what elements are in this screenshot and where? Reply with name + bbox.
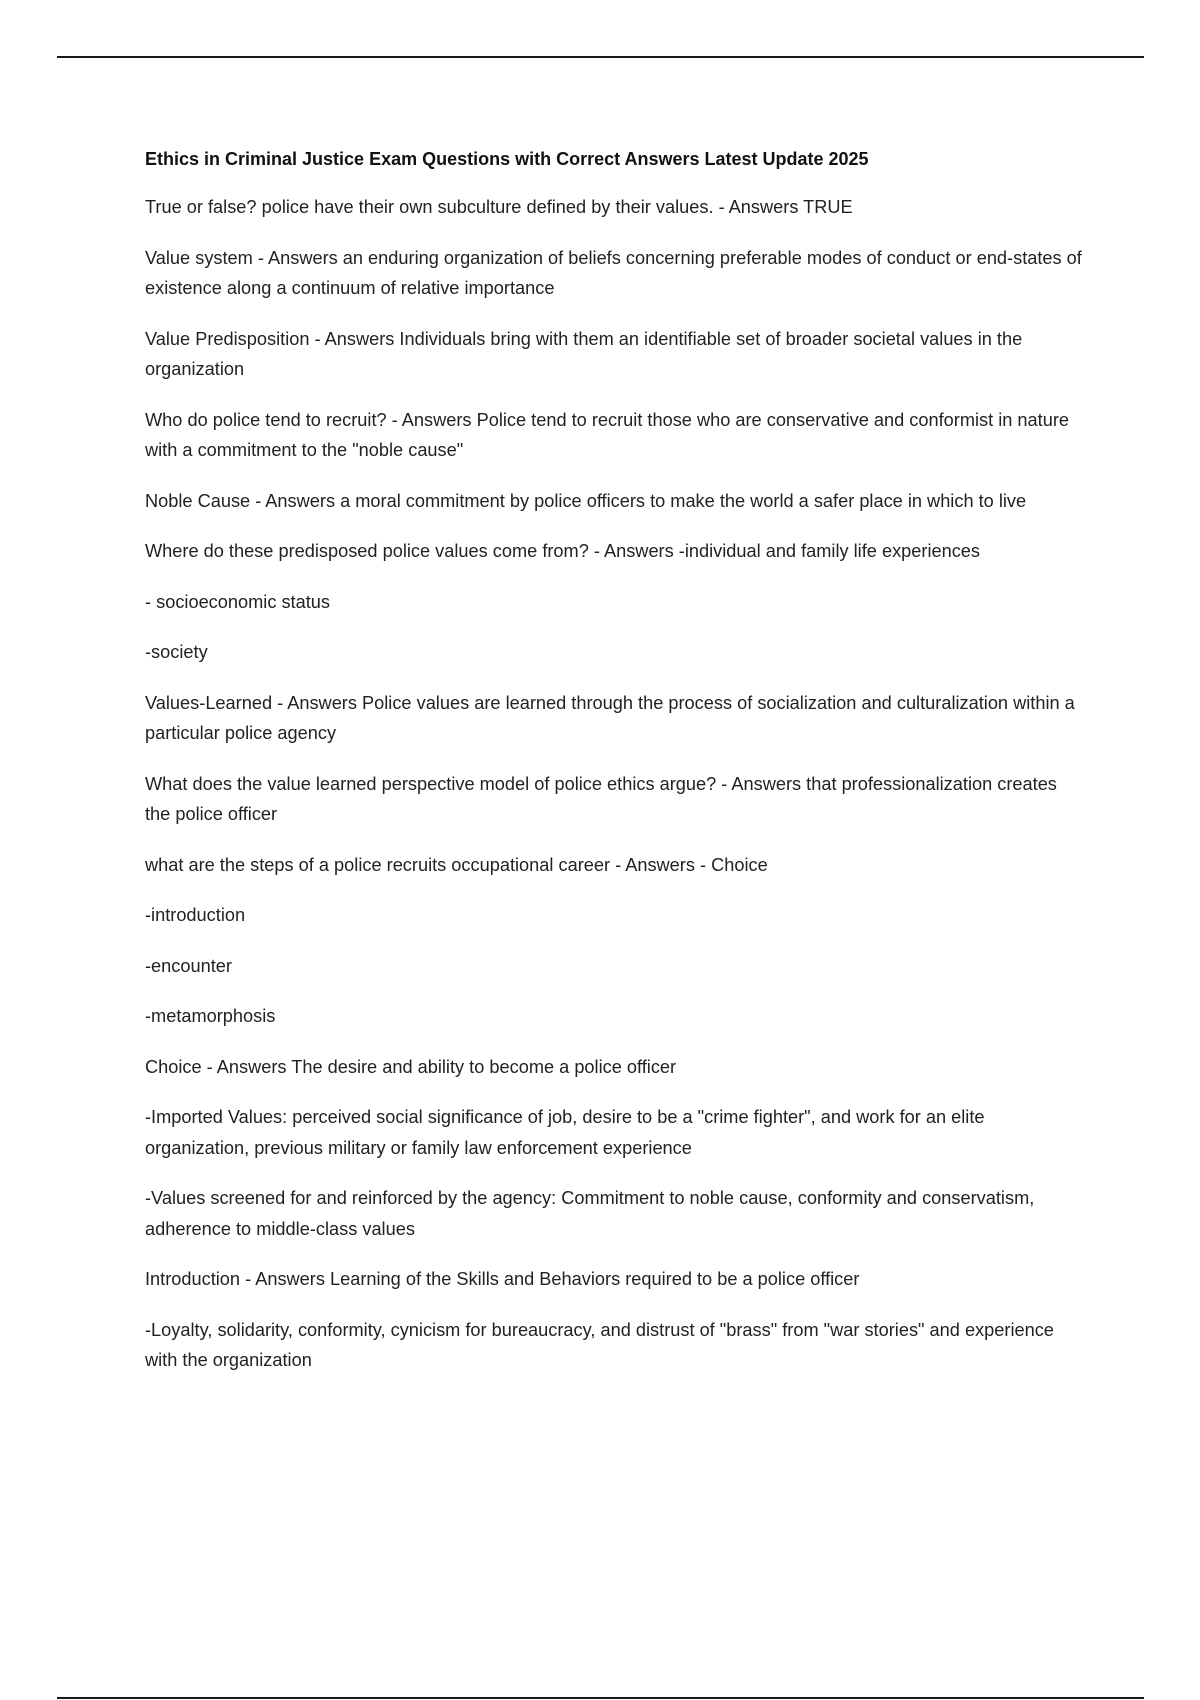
qa-value-learned-model: What does the value learned perspective model of police ethics argue? - Answers that professionalization creates the police officer [145,773,1057,824]
document-body [145,144,1085,1396]
list-item-society: -society [145,642,208,662]
qa-introduction: Introduction - Answers Learning of the Skills and Behaviors required to be a police officer [145,1269,860,1289]
qa-police-recruit: Who do police tend to recruit? - Answers Police tend to recruit those who are conservative and conformist in nature with a commitment to the "noble cause" [145,409,1069,460]
qa-noble-cause: Noble Cause - Answers a moral commitment by police officers to make the world a safer place in which to live [145,490,1027,511]
list-item-metamorphosis: -metamorphosis [145,1006,276,1026]
qa-choice: Choice - Answers The desire and ability to become a police officer [145,1056,677,1077]
list-item-encounter: -encounter [145,955,232,976]
list-item-socioeconomic: - socioeconomic status [145,591,330,612]
list-item-imported-values: -Imported Values: perceived social significance of job, desire to be a "crime fighter", and work for an elite organization, previous military or family law enforcement experience [145,1107,985,1158]
list-item-introduction: -introduction [145,905,246,925]
document-title: Ethics in Criminal Justice Exam Questions with Correct Answers Latest Update 2025 [145,149,869,169]
qa-value-predisposition: Value Predisposition - Answers Individuals bring with them an identifiable set of broader societal values in the organization [145,328,1023,379]
qa-values-learned: Values-Learned - Answers Police values are learned through the process of socialization and culturalization within a particular police agency [145,692,1075,743]
qa-value-system: Value system - Answers an enduring organization of beliefs concerning preferable modes of conduct or end-states of existence along a continuum of relative importance [145,247,1082,298]
qa-predisposed-values-source: Where do these predisposed police values come from? - Answers -individual and family life experiences [145,541,981,561]
top-rule [57,56,1144,58]
list-item-screened-values: -Values screened for and reinforced by the agency: Commitment to noble cause, conformity and conservatism, adherence to middle-class values [145,1188,1035,1239]
list-item-loyalty: -Loyalty, solidarity, conformity, cynicism for bureaucracy, and distrust of "brass" from "war stories" and experience with the organization [145,1319,1054,1370]
qa-true-false-subculture: True or false? police have their own subculture defined by their values. - Answers TRUE [145,197,853,217]
bottom-rule [57,1697,1144,1699]
qa-career-steps: what are the steps of a police recruits occupational career - Answers - Choice [145,854,768,875]
